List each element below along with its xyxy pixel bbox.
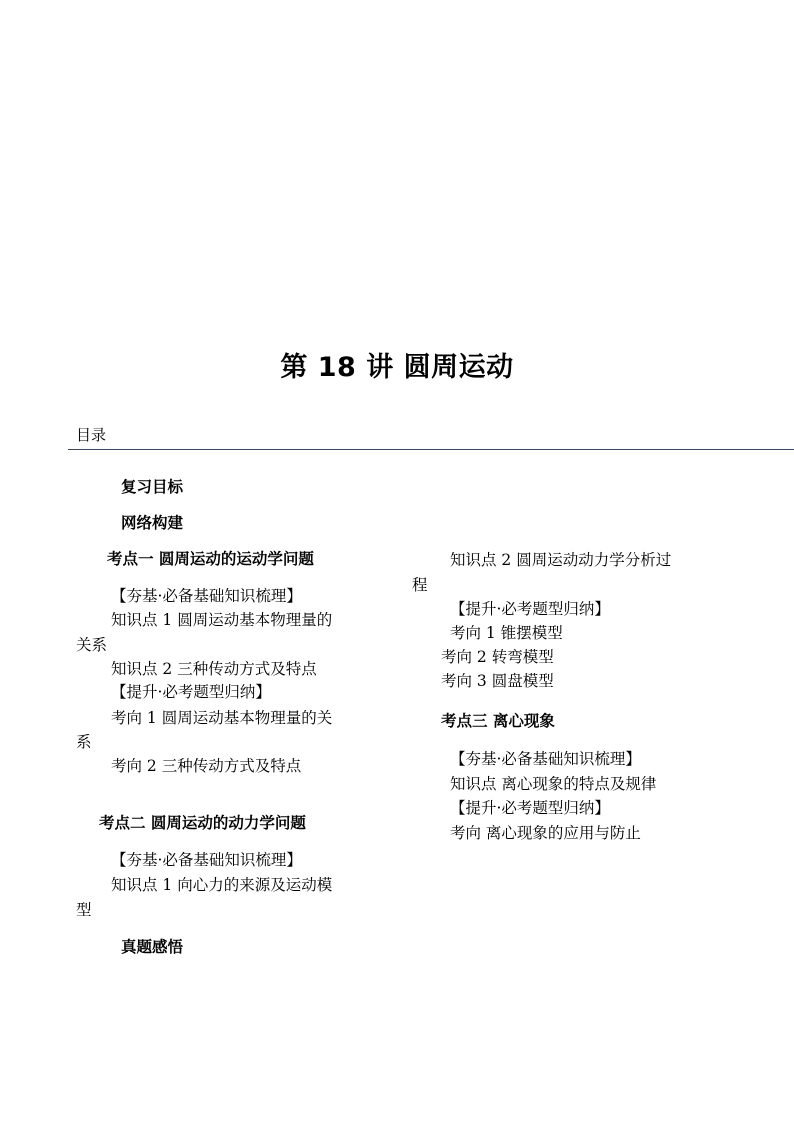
toc-network[interactable]: 网络构建 (121, 514, 184, 532)
toc-kp2-k1[interactable]: 知识点 1 向心力的来源及运动模 (111, 876, 333, 894)
toc-kp1-foundation[interactable]: 【夯基·必备基础知识梳理】 (111, 587, 302, 605)
toc-kp3-foundation[interactable]: 【夯基·必备基础知识梳理】 (450, 750, 641, 768)
toc-kp1-k2[interactable]: 知识点 2 三种传动方式及特点 (111, 660, 317, 678)
toc-kp2-k2-wrap[interactable]: 程 (412, 576, 428, 594)
toc-divider (68, 449, 794, 450)
toc-kp2-k2[interactable]: 知识点 2 圆周运动动力学分析过 (450, 551, 672, 569)
page-title: 第 18 讲 圆周运动 (280, 352, 514, 383)
toc-kp2-d1[interactable]: 考向 1 锥摆模型 (450, 624, 563, 642)
toc-kp3-d[interactable]: 考向 离心现象的应用与防止 (450, 824, 641, 842)
toc-kp1-k1-wrap[interactable]: 关系 (76, 636, 108, 654)
toc-kp2-d2[interactable]: 考向 2 转弯模型 (441, 648, 554, 666)
toc-kp2-heading[interactable]: 考点二 圆周运动的动力学问题 (99, 814, 306, 832)
toc-kp2-foundation[interactable]: 【夯基·必备基础知识梳理】 (111, 851, 302, 869)
toc-label: 目录 (76, 426, 107, 444)
toc-kp3-improve[interactable]: 【提升·必考题型归纳】 (450, 799, 610, 817)
toc-kp1-heading[interactable]: 考点一 圆周运动的运动学问题 (107, 550, 314, 568)
toc-kp1-d1[interactable]: 考向 1 圆周运动基本物理量的关 (111, 709, 333, 727)
toc-kp1-improve[interactable]: 【提升·必考题型归纳】 (111, 683, 271, 701)
toc-kp2-d3[interactable]: 考向 3 圆盘模型 (441, 672, 554, 690)
toc-real-exam[interactable]: 真题感悟 (121, 938, 184, 956)
toc-kp1-d1-wrap[interactable]: 系 (76, 733, 92, 751)
toc-kp2-improve[interactable]: 【提升·必考题型归纳】 (450, 600, 610, 618)
toc-kp1-d2[interactable]: 考向 2 三种传动方式及特点 (111, 757, 302, 775)
toc-kp2-k1-wrap[interactable]: 型 (76, 901, 92, 919)
toc-review-goals[interactable]: 复习目标 (121, 478, 184, 496)
toc-kp3-k[interactable]: 知识点 离心现象的特点及规律 (450, 775, 657, 793)
toc-kp3-heading[interactable]: 考点三 离心现象 (441, 712, 555, 730)
toc-kp1-k1[interactable]: 知识点 1 圆周运动基本物理量的 (111, 611, 333, 629)
